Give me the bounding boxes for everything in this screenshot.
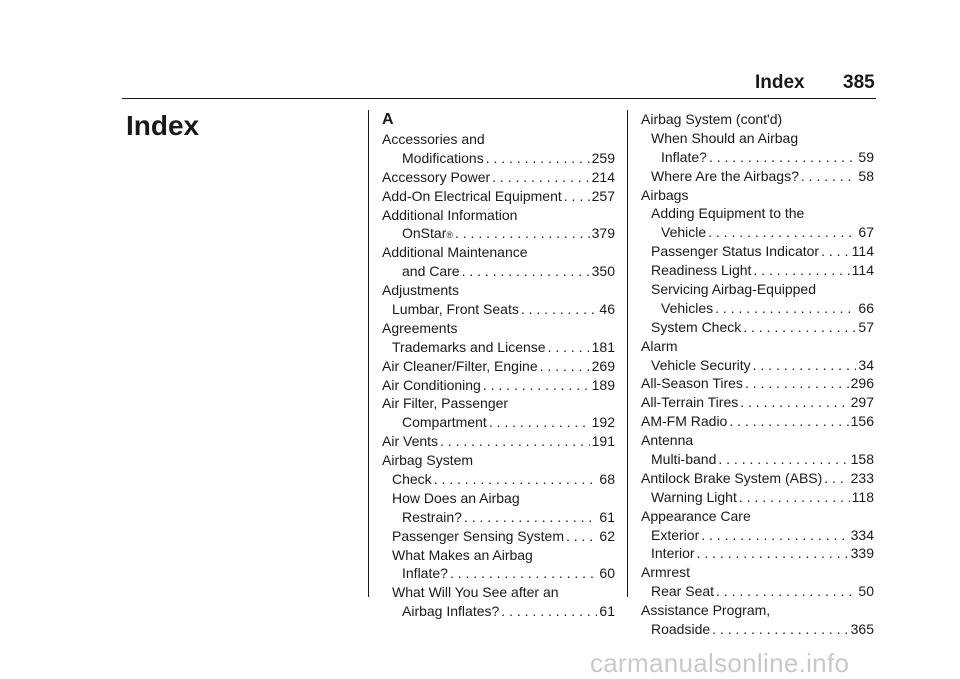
index-entry <box>382 206 615 225</box>
page-reference: 114 <box>851 243 874 260</box>
page-reference: 68 <box>599 471 615 488</box>
entry-text: OnStar <box>402 225 447 242</box>
page-title: Index <box>126 110 200 141</box>
entry-text: Adjustments <box>382 282 460 299</box>
leader-dots <box>745 374 849 393</box>
leader-dots <box>501 602 597 621</box>
entry-text: What Will You See after an <box>392 584 559 601</box>
entry-text: Warning Light <box>651 488 737 505</box>
leader-dots <box>440 432 590 451</box>
entry-text: Readiness Light <box>651 262 752 279</box>
page-reference: 379 <box>591 225 615 242</box>
index-entry <box>382 602 615 621</box>
index-entry <box>382 168 615 187</box>
entry-text: When Should an Airbag <box>651 129 799 146</box>
entry-text: Air Conditioning <box>382 376 481 393</box>
page-reference: 233 <box>850 469 874 486</box>
page-reference: 46 <box>599 301 615 318</box>
page-reference: 334 <box>850 526 874 543</box>
entry-text: and Care <box>402 263 460 280</box>
index-entry <box>641 620 874 639</box>
header-title: Index <box>755 72 805 93</box>
leader-dots <box>492 168 589 187</box>
index-entry <box>382 564 615 583</box>
index-entry <box>382 357 615 376</box>
page-reference: 192 <box>591 414 615 431</box>
entry-text: Passenger Sensing System <box>392 527 564 544</box>
header-page-number: 385 <box>843 72 875 93</box>
index-entry <box>641 526 874 545</box>
entry-text: Air Filter, Passenger <box>382 395 509 412</box>
entry-text: Air Cleaner/Filter, Engine <box>382 357 538 374</box>
leader-dots <box>824 469 848 488</box>
page-reference: 62 <box>599 527 615 544</box>
entry-text: Add-On Electrical Equipment <box>382 187 562 204</box>
page-reference: 214 <box>591 168 615 185</box>
leader-dots <box>753 261 849 280</box>
entry-text: Accessory Power <box>382 168 491 185</box>
entry-text: System Check <box>651 318 742 335</box>
leader-dots <box>521 300 598 319</box>
page-reference: 350 <box>591 263 615 280</box>
entry-text: Passenger Status Indicator <box>651 243 820 260</box>
column-divider-left <box>368 110 369 597</box>
leader-dots <box>455 224 590 243</box>
index-entry <box>382 130 615 149</box>
leader-dots <box>729 412 848 431</box>
index-column-1 <box>382 110 615 621</box>
page-reference: 365 <box>850 621 874 638</box>
entry-text: Adding Equipment to the <box>651 205 805 222</box>
entry-text: Additional Information <box>382 206 518 223</box>
page-reference: 61 <box>599 603 615 620</box>
entry-text: Inflate? <box>402 565 448 582</box>
page-reference: 259 <box>591 149 615 166</box>
index-entry <box>641 242 874 261</box>
entry-text: AM-FM Radio <box>641 413 728 430</box>
index-entry <box>382 187 615 206</box>
page-reference: 58 <box>858 167 874 184</box>
leader-dots <box>821 242 850 261</box>
index-entry <box>641 110 874 129</box>
entry-text: Modifications <box>402 149 484 166</box>
index-entry <box>641 356 874 375</box>
index-entry <box>382 470 615 489</box>
entry-text: Alarm <box>641 337 678 354</box>
leader-dots <box>701 526 848 545</box>
index-entry <box>641 450 874 469</box>
page-reference: 57 <box>858 318 874 335</box>
page-reference: 60 <box>599 565 615 582</box>
entry-text: How Does an Airbag <box>392 489 520 506</box>
entry-text: Vehicles <box>661 299 714 316</box>
index-entry <box>641 544 874 563</box>
entry-text: Accessories and <box>382 131 485 147</box>
page-reference: 339 <box>850 545 874 562</box>
leader-dots <box>739 488 850 507</box>
entry-text: Rear Seat <box>651 583 715 600</box>
page-reference: 67 <box>858 224 874 241</box>
leader-dots <box>486 149 590 168</box>
index-entry <box>382 508 615 527</box>
leader-dots <box>716 582 856 601</box>
entry-text: Interior <box>651 545 695 562</box>
leader-dots <box>708 223 856 242</box>
index-entry <box>382 489 615 508</box>
leader-dots <box>801 167 857 186</box>
index-entry <box>641 393 874 412</box>
entry-text: Where Are the Airbags? <box>651 167 799 184</box>
leader-dots <box>743 318 856 337</box>
page-reference: 181 <box>591 338 615 355</box>
index-entry <box>382 149 615 168</box>
index-entry <box>382 338 615 357</box>
index-entry <box>641 507 874 526</box>
entry-text: Multi-band <box>651 451 717 468</box>
entry-text: Antenna <box>641 432 694 449</box>
page-reference: 50 <box>858 583 874 600</box>
index-entry <box>641 261 874 280</box>
index-entry <box>382 262 615 281</box>
page-reference: 257 <box>591 187 615 204</box>
page-reference: 114 <box>851 262 874 279</box>
page-reference: 158 <box>850 451 874 468</box>
index-entry: OnStar ® . . . 379 <box>382 224 615 243</box>
index-entry <box>382 432 615 451</box>
entry-text: Antilock Brake System (ABS) <box>641 469 823 486</box>
leader-dots <box>462 262 590 281</box>
entry-text: Airbags <box>641 186 689 203</box>
index-entry <box>641 563 874 582</box>
leader-dots <box>697 544 849 563</box>
index-entry <box>641 469 874 488</box>
index-entry <box>641 431 874 450</box>
page-reference: 269 <box>591 357 615 374</box>
index-entry <box>641 374 874 393</box>
leader-dots <box>566 527 597 546</box>
leader-dots <box>450 564 597 583</box>
index-entry <box>382 281 615 300</box>
entry-text: Check <box>392 471 432 488</box>
leader-dots <box>709 148 856 167</box>
leader-dots <box>753 356 857 375</box>
index-entry <box>641 204 874 223</box>
leader-dots <box>483 376 590 395</box>
leader-dots <box>489 413 590 432</box>
page-reference: 296 <box>850 375 874 392</box>
page-reference: 61 <box>599 508 615 525</box>
index-entry <box>641 129 874 148</box>
index-entry <box>641 148 874 167</box>
entry-text: All-Terrain Tires <box>641 394 739 411</box>
page-reference: 297 <box>850 394 874 411</box>
entry-text: Armrest <box>641 564 690 581</box>
entry-text: Airbag System (cont'd) <box>641 111 783 127</box>
index-entry <box>382 413 615 432</box>
section-letter: A <box>382 111 394 128</box>
leader-dots <box>712 620 848 639</box>
entry-text: Exterior <box>651 526 700 543</box>
watermark: carmanualsonline.info <box>590 648 850 678</box>
header-divider <box>122 98 876 99</box>
page-reference: 34 <box>858 356 874 373</box>
entry-text: Agreements <box>382 319 458 336</box>
leader-dots <box>718 450 848 469</box>
entry-text: All-Season Tires <box>641 375 743 392</box>
leader-dots <box>540 357 590 376</box>
entry-text: Vehicle <box>661 224 707 241</box>
leader-dots <box>740 393 848 412</box>
entry-text: Lumbar, Front Seats <box>392 301 519 318</box>
entry-text: What Makes an Airbag <box>392 546 533 563</box>
entry-text: Restrain? <box>402 508 462 525</box>
leader-dots <box>548 338 590 357</box>
leader-dots <box>434 470 598 489</box>
index-column-2 <box>641 110 874 639</box>
index-entry <box>382 319 615 338</box>
index-entry <box>641 280 874 299</box>
page-reference: 191 <box>591 433 615 450</box>
column-divider-right <box>627 110 628 597</box>
index-entry <box>641 223 874 242</box>
entry-text: Assistance Program, <box>641 602 771 619</box>
leader-dots <box>464 508 598 527</box>
entry-text: Vehicle Security <box>651 356 751 373</box>
entry-text: Compartment <box>402 414 487 431</box>
leader-dots <box>564 187 590 206</box>
page-reference: 118 <box>851 488 874 505</box>
index-entry <box>641 167 874 186</box>
index-entry <box>382 376 615 395</box>
index-entry <box>641 582 874 601</box>
index-entry <box>382 527 615 546</box>
index-entry <box>641 412 874 431</box>
entry-text: Airbag System <box>382 452 474 469</box>
entry-text: Servicing Airbag-Equipped <box>651 281 816 298</box>
index-entry <box>382 394 615 413</box>
entry-text: Roadside <box>651 621 711 638</box>
entry-text: Inflate? <box>661 148 707 165</box>
index-entry <box>641 488 874 507</box>
index-entry <box>641 186 874 205</box>
entry-text: Airbag Inflates? <box>402 603 500 620</box>
index-entry <box>641 601 874 620</box>
index-entry <box>382 546 615 565</box>
page-reference: 156 <box>850 413 874 430</box>
index-entry <box>382 451 615 470</box>
index-entry <box>382 583 615 602</box>
entry-text: Trademarks and License <box>392 338 546 355</box>
index-entry <box>641 299 874 318</box>
page-reference: 189 <box>591 376 615 393</box>
page-reference: 59 <box>858 148 874 165</box>
entry-text: Air Vents <box>382 433 439 450</box>
entry-text: Additional Maintenance <box>382 244 528 261</box>
page-reference: 66 <box>858 299 874 316</box>
index-entry <box>382 243 615 262</box>
index-entry <box>641 337 874 356</box>
entry-text: Appearance Care <box>641 507 751 524</box>
leader-dots <box>715 299 856 318</box>
index-entry <box>382 300 615 319</box>
index-entry <box>641 318 874 337</box>
